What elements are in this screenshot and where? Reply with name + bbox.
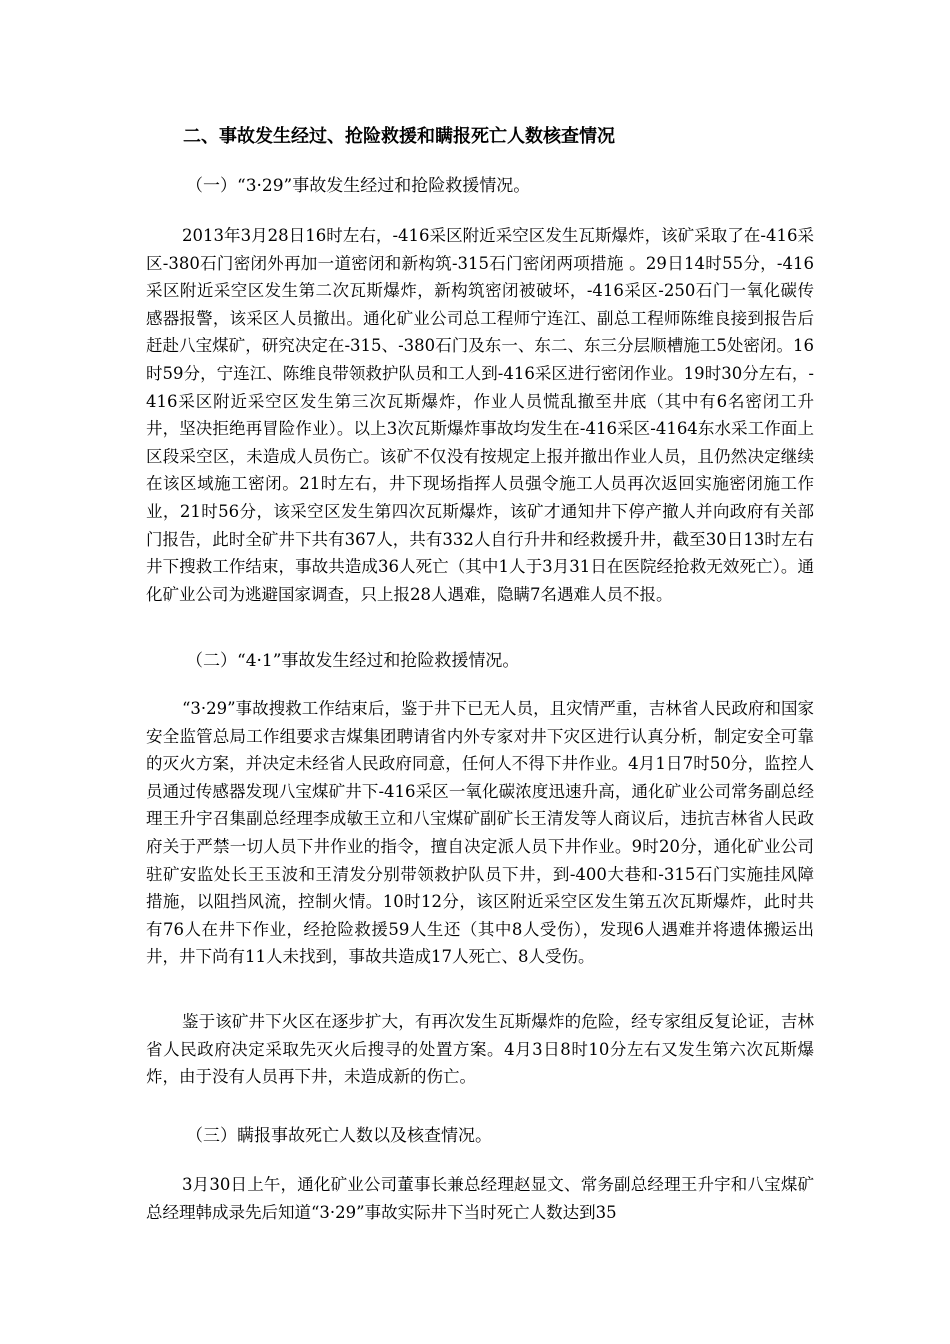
- subsection-title-2: （二）“4·1”事故发生经过和抢险救援情况。: [186, 651, 520, 671]
- paragraph-3: 鉴于该矿井下火区在逐步扩大，有再次发生瓦斯爆炸的危险，经专家组反复论证，吉林省人民政府决定采取先灭火后搜寻的处置方案。4月3日8时10分左右又发生第六次瓦斯爆炸，由于没有人员再下井，未造成新的伤亡。: [146, 1012, 814, 1087]
- paragraph-1: 2013年3月28日16时左右，-416采区附近采空区发生瓦斯爆炸，该矿采取了在-416采区-380石门密闭外再加一道密闭和新构筑-315石门密闭两项措施 。29日14时55分，-416采区附近采空区发生第二次瓦斯爆炸，新构筑密闭被破坏，-416采区-250石门一氧化碳传感器报警，该采区人员撤出。通化矿业公司总工程师宁连江、副总工程师陈维良接到报告后赶赴八宝煤矿，研究决定在-315、-380石门及东一、东二、东三分层顺槽施工5处密闭。16时59分，宁连江、陈维良带领救护队员和工人到-416采区进行密闭作业。19时30分左右，-416采区附近采空区发生第三次瓦斯爆炸，作业人员慌乱撤至井底（其中有6名密闭工升井，坚决拒绝再冒险作业）。以上3次瓦斯爆炸事故均发生在-416采区-4164东水采工作面上区段采空区，未造成人员伤亡。该矿不仅没有按规定上报并撤出作业人员，且仍然决定继续在该区域施工密闭。21时左右，井下现场指挥人员强令施工人员再次返回实施密闭施工作业，21时56分，该采空区发生第四次瓦斯爆炸，该矿才通知井下停产撤人并向政府有关部门报告，此时全矿井下共有367人，共有332人自行升井和经救援升井，截至30日13时左右井下搜救工作结束，事故共造成36人死亡（其中1人于3月31日在医院经抢救无效死亡）。通化矿业公司为逃避国家调查，只上报28人遇难，隐瞒7名遇难人员不报。: [146, 226, 814, 604]
- subsection-title-3: （三）瞒报事故死亡人数以及核查情况。: [186, 1126, 492, 1146]
- section-heading: 二、事故发生经过、抢险救援和瞒报死亡人数核查情况: [183, 126, 615, 147]
- paragraph-2: “3·29”事故搜救工作结束后，鉴于井下已无人员，且灾情严重，吉林省人民政府和国家安全监管总局工作组要求吉煤集团聘请省内外专家对井下灾区进行认真分析，制定安全可靠的灭火方案，并决定未经省人民政府同意，任何人不得下井作业。4月1日7时50分，监控人员通过传感器发现八宝煤矿井下-416采区一氧化碳浓度迅速升高，通化矿业公司常务副总经理王升宇召集副总经理李成敏王立和八宝煤矿副矿长王清发等人商议后，违抗吉林省人民政府关于严禁一切人员下井作业的指令，擅自决定派人员下井作业。9时20分，通化矿业公司驻矿安监处长王玉波和王清发分别带领救护队员下井，到-400大巷和-315石门实施挂风障措施，以阻挡风流，控制火情。10时12分，该区附近采空区发生第五次瓦斯爆炸，此时共有76人在井下作业，经抢险救援59人生还（其中8人受伤），发现6人遇难并将遗体搬运出井，井下尚有11人未找到，事故共造成17人死亡、8人受伤。: [146, 699, 814, 967]
- paragraph-4: 3月30日上午，通化矿业公司董事长兼总经理赵显文、常务副总经理王升宇和八宝煤矿总经理韩成录先后知道“3·29”事故实际井下当时死亡人数达到35: [146, 1175, 814, 1222]
- subsection-title-1: （一）“3·29”事故发生经过和抢险救援情况。: [186, 176, 531, 196]
